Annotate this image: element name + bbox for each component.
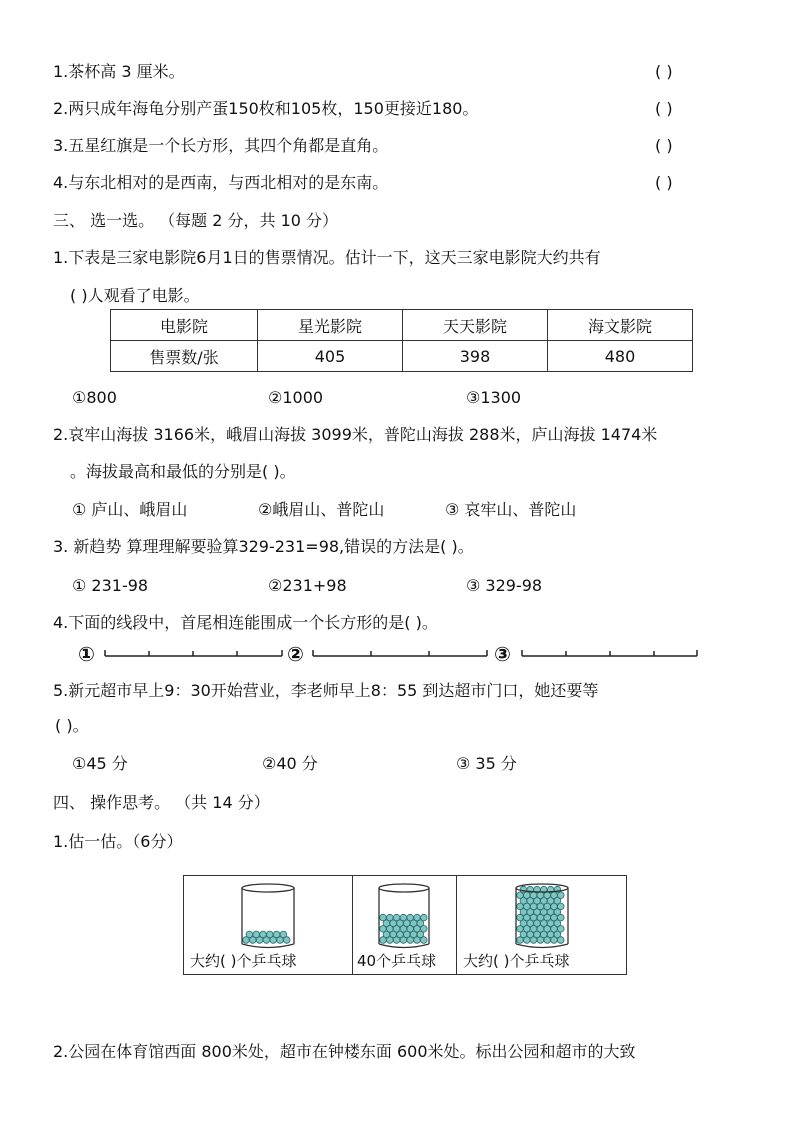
q3-5-option-2[interactable]: ②40 分	[262, 754, 318, 773]
table-header-cell: 电影院	[111, 310, 258, 341]
jar-icon	[184, 878, 352, 952]
q3-2-option-1[interactable]: ① 庐山、峨眉山	[72, 500, 188, 519]
segment-label-3[interactable]: ③	[494, 642, 511, 666]
judge-item-3: 3.五星红旗是一个长方形，其四个角都是直角。	[53, 136, 389, 155]
jar-2-caption: 40个乒乓球	[357, 952, 437, 970]
ping-pong-ball	[407, 914, 414, 921]
q4-2-text: 2.公园在体育馆西面 800米处，超市在钟楼东面 600米处。标出公园和超市的大致	[53, 1042, 636, 1061]
ping-pong-ball	[520, 886, 527, 893]
estimate-figure	[183, 875, 627, 975]
segment-label-1[interactable]: ①	[78, 642, 95, 666]
q3-1-text-cont: ( )人观看了电影。	[70, 286, 200, 305]
ping-pong-ball	[260, 931, 267, 938]
judge-answer-3[interactable]: ( )	[655, 136, 673, 155]
judge-answer-2[interactable]: ( )	[655, 99, 673, 118]
q3-2-option-3[interactable]: ③ 哀牢山、普陀山	[445, 500, 577, 519]
jar-icon	[353, 878, 456, 952]
jar-1-caption[interactable]: 大约( )个乒乓球	[190, 952, 297, 970]
q3-5-text-cont: ( )。	[55, 716, 89, 735]
q3-3-option-3[interactable]: ③ 329-98	[466, 576, 543, 595]
q3-5-text: 5.新元超市早上9：30开始营业，李老师早上8：55 到达超市门口，她还要等	[53, 681, 599, 700]
jar-cell-3	[457, 876, 626, 974]
section-4-title: 四、 操作思考。 （共 14 分）	[53, 793, 270, 812]
table-header-cell: 星光影院	[258, 310, 403, 341]
judge-item-1: 1.茶杯高 3 厘米。	[53, 62, 185, 81]
ping-pong-ball	[387, 914, 394, 921]
q3-2-text: 2.哀牢山海拔 3166米，峨眉山海拔 3099米，普陀山海拔 288米，庐山海拔 1474米	[53, 425, 658, 444]
q3-3-option-1[interactable]: ① 231-98	[72, 576, 149, 595]
q3-4-text: 4.下面的线段中，首尾相连能围成一个长方形的是( )。	[53, 613, 438, 632]
jar-3-caption[interactable]: 大约( )个乒乓球	[463, 952, 570, 970]
ping-pong-ball	[273, 931, 280, 938]
q3-3-text: 3. 新趋势 算理理解要验算329-231=98,错误的方法是( )。	[53, 537, 474, 556]
q3-3-option-2[interactable]: ②231+98	[268, 576, 347, 595]
q3-1-text: 1.下表是三家电影院6月1日的售票情况。估计一下，这天三家电影院大约共有	[53, 248, 601, 267]
ping-pong-ball	[393, 914, 400, 921]
judge-answer-1[interactable]: ( )	[655, 62, 673, 81]
ping-pong-ball	[253, 931, 260, 938]
table-cell: 405	[258, 341, 403, 372]
ping-pong-ball	[267, 931, 274, 938]
q3-1-option-1[interactable]: ①800	[72, 388, 117, 407]
table-header-cell: 天天影院	[403, 310, 548, 341]
ping-pong-ball	[414, 914, 421, 921]
table-cell: 480	[548, 341, 693, 372]
q3-5-option-3[interactable]: ③ 35 分	[456, 754, 517, 773]
judge-answer-4[interactable]: ( )	[655, 173, 673, 192]
table-cell: 售票数/张	[111, 341, 258, 372]
judge-item-4: 4.与东北相对的是西南，与西北相对的是东南。	[53, 173, 389, 192]
ping-pong-ball	[421, 914, 428, 921]
q3-1-option-3[interactable]: ③1300	[466, 388, 522, 407]
table-header-cell: 海文影院	[548, 310, 693, 341]
jar-cell-2	[353, 876, 457, 974]
q3-2-option-2[interactable]: ②峨眉山、普陀山	[258, 500, 385, 519]
ping-pong-ball	[400, 914, 407, 921]
jar-icon	[457, 878, 626, 952]
q3-2-text-cont: 。海拔最高和最低的分别是( )。	[70, 462, 296, 481]
ping-pong-ball	[280, 931, 287, 938]
judge-item-2: 2.两只成年海龟分别产蛋150枚和105枚，150更接近180。	[53, 99, 479, 118]
q3-5-option-1[interactable]: ①45 分	[72, 754, 128, 773]
section-3-title: 三、 选一选。 （每题 2 分，共 10 分）	[53, 211, 339, 230]
jar-cell-1	[184, 876, 353, 974]
segment-label-2[interactable]: ②	[287, 642, 304, 666]
q4-1-title: 1.估一估。（6分）	[53, 832, 183, 851]
q3-1-option-2[interactable]: ②1000	[268, 388, 324, 407]
ping-pong-ball	[246, 931, 253, 938]
table-cell: 398	[403, 341, 548, 372]
ping-pong-ball	[380, 914, 387, 921]
